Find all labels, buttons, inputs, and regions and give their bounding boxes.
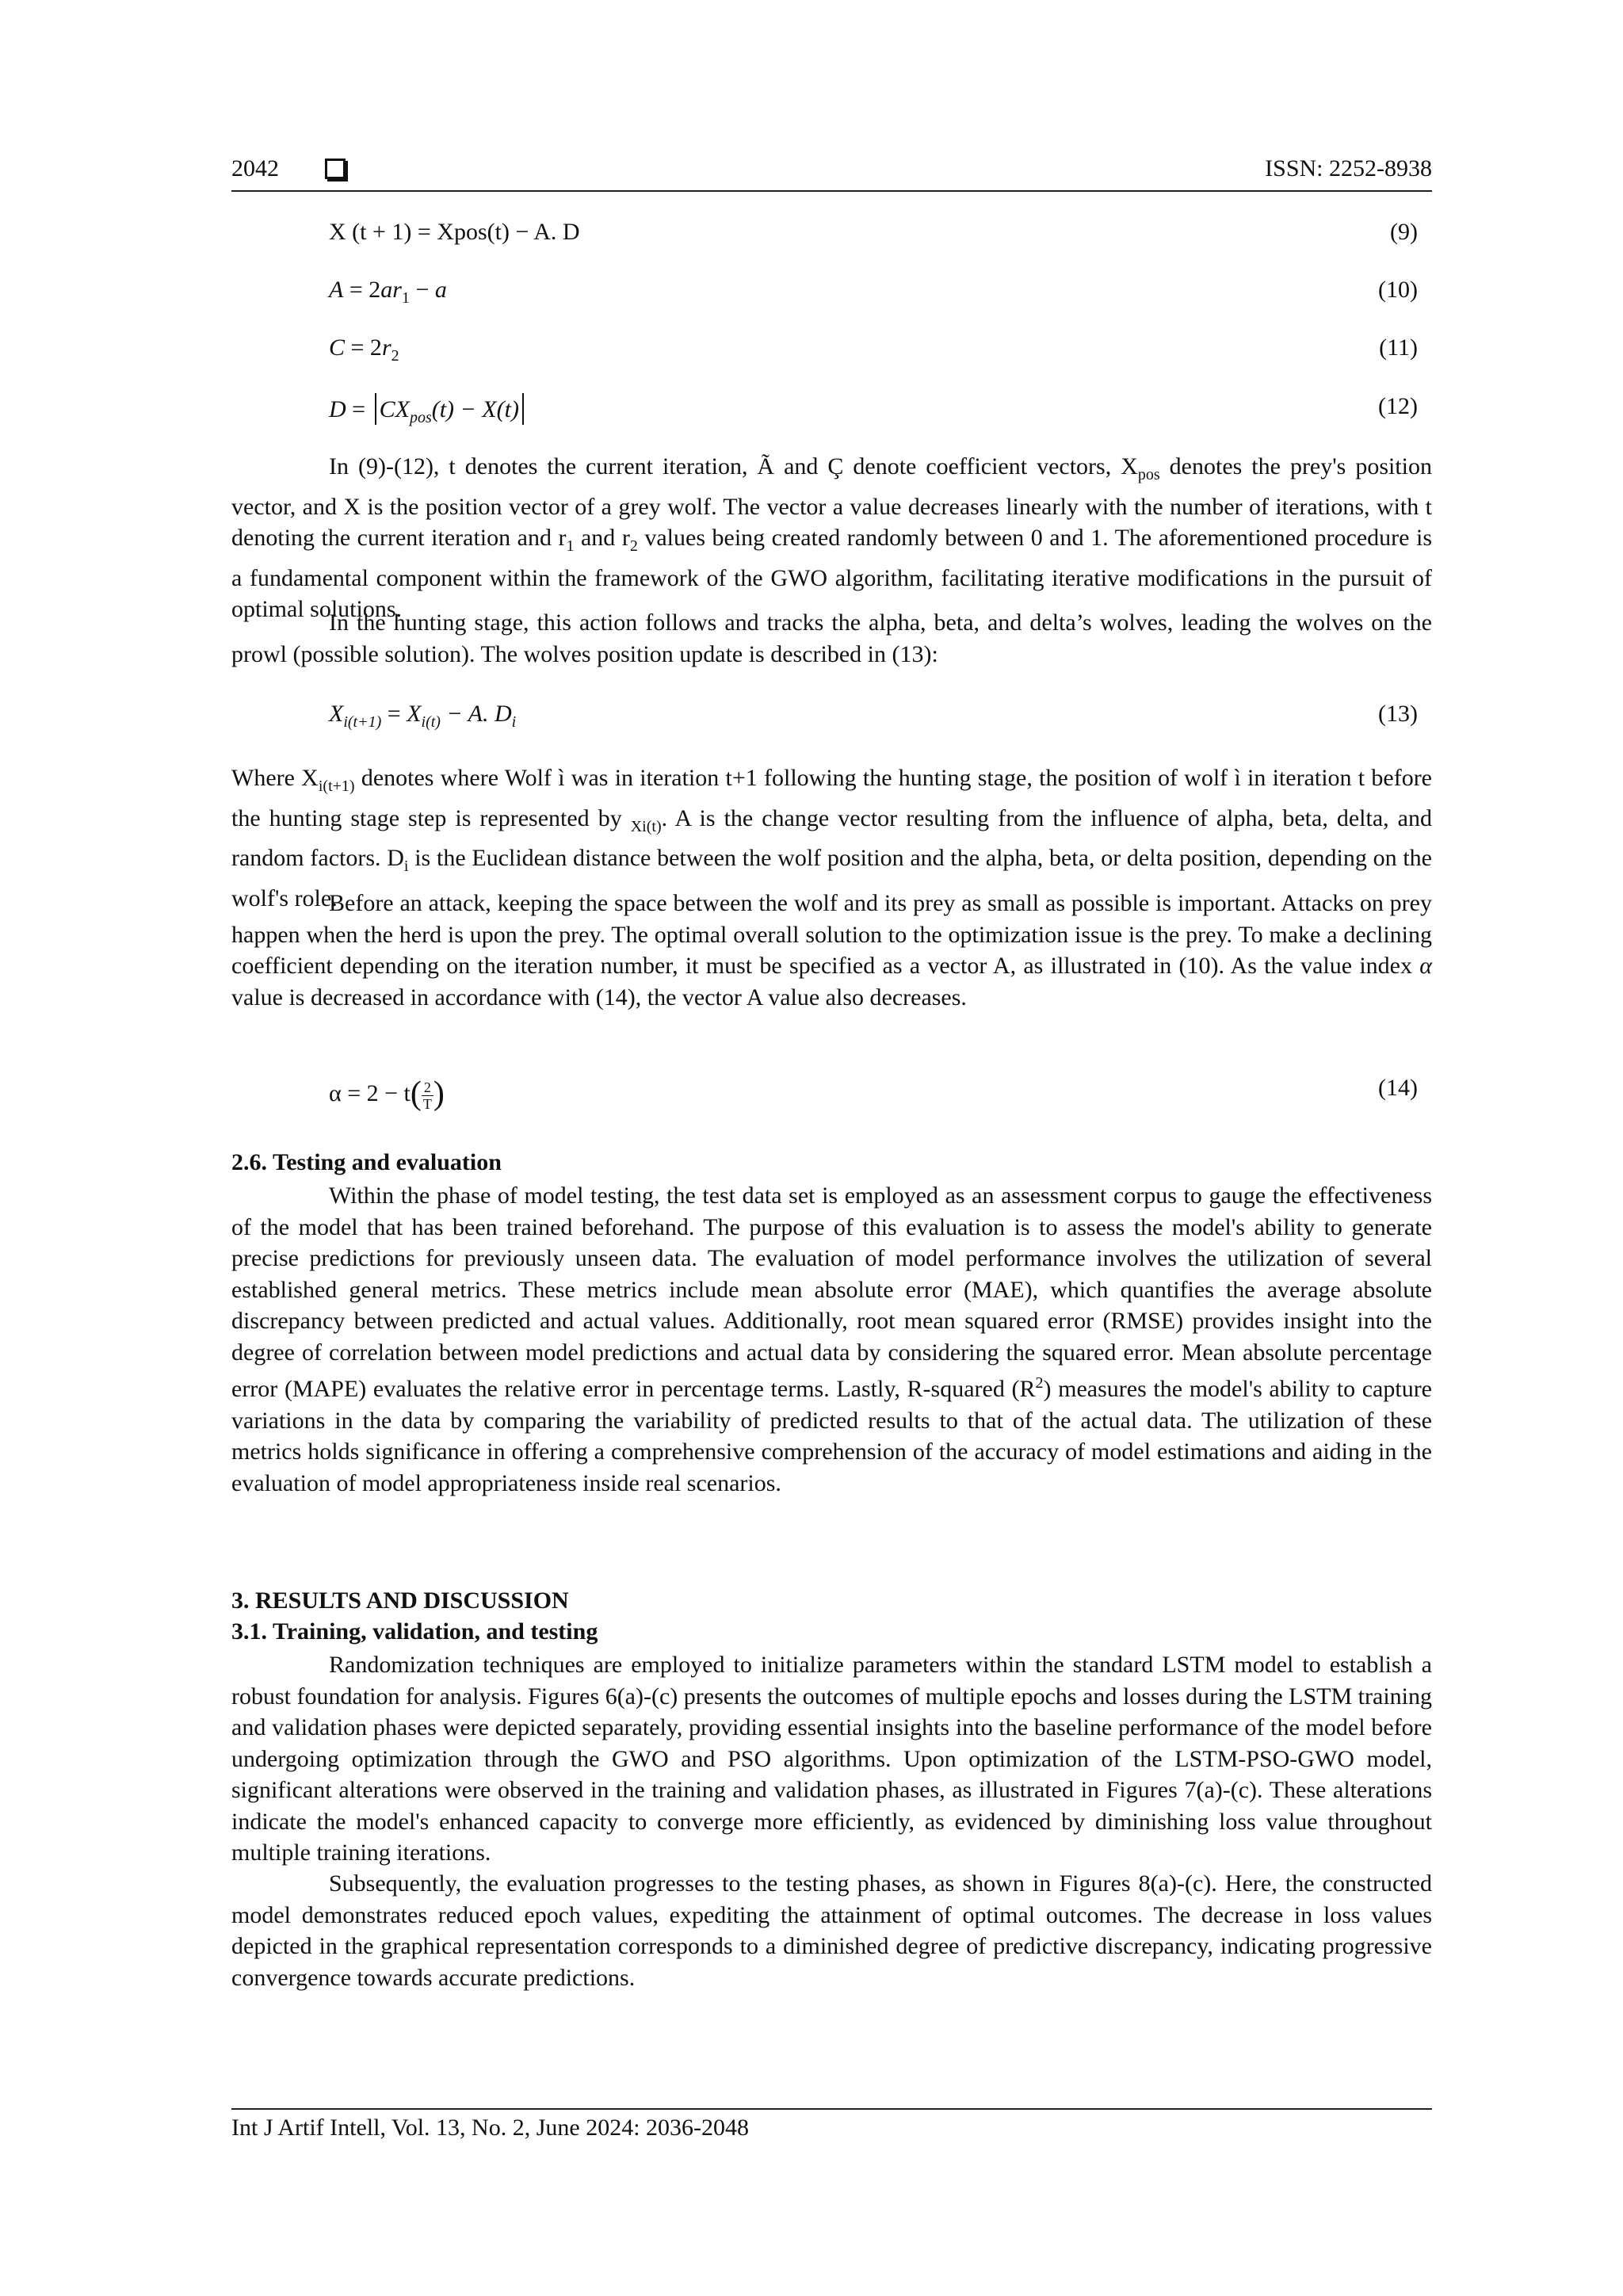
equation-9-body: X (t + 1) = Xpos(t) − A. D bbox=[329, 219, 580, 245]
equation-10 bbox=[329, 277, 1432, 311]
equation-12-number: (12) bbox=[1378, 393, 1418, 419]
equation-9 bbox=[329, 219, 1432, 254]
equation-10-number: (10) bbox=[1378, 277, 1418, 303]
section-heading-3: 3. RESULTS AND DISCUSSION bbox=[231, 1587, 569, 1614]
equation-10-body: $A = 2ar_1 - a$ bbox=[329, 277, 447, 307]
section-heading-3-1: 3.1. Training, validation, and testing bbox=[231, 1618, 598, 1645]
paragraph-2: In the hunting stage, this action follows and tracks the alpha, beta, and delta’s wolves, leading the wolves on the prowl (possible solution). The wolves position update is described in (13): bbox=[231, 609, 1432, 667]
equation-14-number: (14) bbox=[1378, 1075, 1418, 1101]
equation-12 bbox=[329, 393, 1432, 428]
equation-13-body: $X_{i(t+1)} = X_{i(t)} - A$. $D_i$ bbox=[329, 701, 517, 731]
equation-11 bbox=[329, 334, 1432, 369]
equation-11-body: $C = 2r_2$ bbox=[329, 334, 399, 365]
paragraph-4: Before an attack, keeping the space between the wolf and its prey as small as possible is important. Attacks on prey happen when the herd is upon the prey. The optimal overall solution to the optimization issue is the prey. To make a declining coefficient depending on the iteration number, it must be specified as a vector A, as illustrated in (10). As the value index α value is decreased in accordance with (14), the vector A value also decreases. bbox=[231, 890, 1432, 1010]
page-number: 2042 bbox=[231, 155, 279, 181]
equation-9-number: (9) bbox=[1390, 219, 1418, 245]
equation-14 bbox=[329, 1075, 1432, 1110]
issn: ISSN: 2252-8938 bbox=[1265, 155, 1432, 181]
square-bullet-icon bbox=[325, 159, 346, 179]
equation-13-number: (13) bbox=[1378, 701, 1418, 727]
paragraph-5: Within the phase of model testing, the test data set is employed as an assessment corpus to gauge the effectiveness of the model that has been trained beforehand. The purpose of this evaluation is to assess the model's ability to generate precise predictions for previously unseen data. The evaluation of model performance involves the utilization of several established general metrics. These metrics include mean absolute error (MAE), which quantifies the average absolute discrepancy between predicted and actual values. Additionally, root mean squared error (RMSE) provides insight into the degree of correlation between model predictions and actual data by considering the squared error. Mean absolute percentage error (MAPE) evaluates the relative error in percentage terms. Lastly, R-squared $(R^2)$ measures the model's ability to capture variations in the data by comparing the variability of predicted results to that of the actual data. The utilization of these metrics holds significance in offering a comprehensive comprehension of the accuracy of model estimations and aiding in the evaluation of model appropriateness inside real scenarios. bbox=[231, 1182, 1432, 1496]
equation-12-body: $D = CX_{pos}(t) - X(t)$ bbox=[329, 393, 527, 427]
paragraph-3: Where $X_{i(t+1)}$ denotes where Wolf ì was in iteration t+1 following the hunting stage, the position of wolf ì in iteration t before the hunting stage step is represented by $_{Xi(t)}$. A is the change vector resulting from the influence of alpha, beta, delta, and random factors. $D_i$ is the Euclidean distance between the wolf position and the alpha, beta, or delta position, depending on the wolf's role. bbox=[231, 765, 1432, 911]
equation-14-body: α = 2 − t( $\frac{2}{T}$ ) bbox=[329, 1075, 445, 1112]
section-heading-2-6: 2.6. Testing and evaluation bbox=[231, 1149, 502, 1175]
paragraph-6: Randomization techniques are employed to initialize parameters within the standard LSTM model to establish a robust foundation for analysis. Figures 6(a)-(c) presents the outcomes of multiple epochs and losses during the LSTM training and validation phases were depicted separately, providing essential insights into the baseline performance of the model before undergoing optimization through the GWO and PSO algorithms. Upon optimization of the LSTM-PSO-GWO model, significant alterations were observed in the training and validation phases, as illustrated in Figures 7(a)-(c). These alterations indicate the model's enhanced capacity to converge more efficiently, as evidenced by diminishing loss value throughout multiple training iterations. bbox=[231, 1652, 1432, 1866]
equation-11-number: (11) bbox=[1379, 334, 1418, 361]
paragraph-7: Subsequently, the evaluation progresses to the testing phases, as shown in Figures 8(a)-(c). Here, the constructed model demonstrates reduced epoch values, expediting the attainment of optimal outcomes. The decrease in loss values depicted in the graphical representation corresponds to a diminished degree of predictive discrepancy, indicating progressive convergence towards accurate predictions. bbox=[231, 1870, 1432, 1991]
equation-13 bbox=[329, 701, 1432, 735]
page-header bbox=[231, 155, 1432, 192]
footer-citation: Int J Artif Intell, Vol. 13, No. 2, June 2024: 2036-2048 bbox=[231, 2115, 750, 2141]
page-footer bbox=[231, 2108, 1432, 2141]
paragraph-1: In (9)-(12), t denotes the current iteration, Ã and Ç denote coefficient vectors, $X_{pos}$ denotes the prey's position vector, and X is the position vector of a grey wolf. The vector a value decreases linearly with the number of iterations, with t denoting the current iteration and $r_1$ and $r_2$ values being created randomly between 0 and 1. The aforementioned procedure is a fundamental component within the framework of the GWO algorithm, facilitating iterative modifications in the pursuit of optimal solutions. bbox=[231, 453, 1433, 622]
